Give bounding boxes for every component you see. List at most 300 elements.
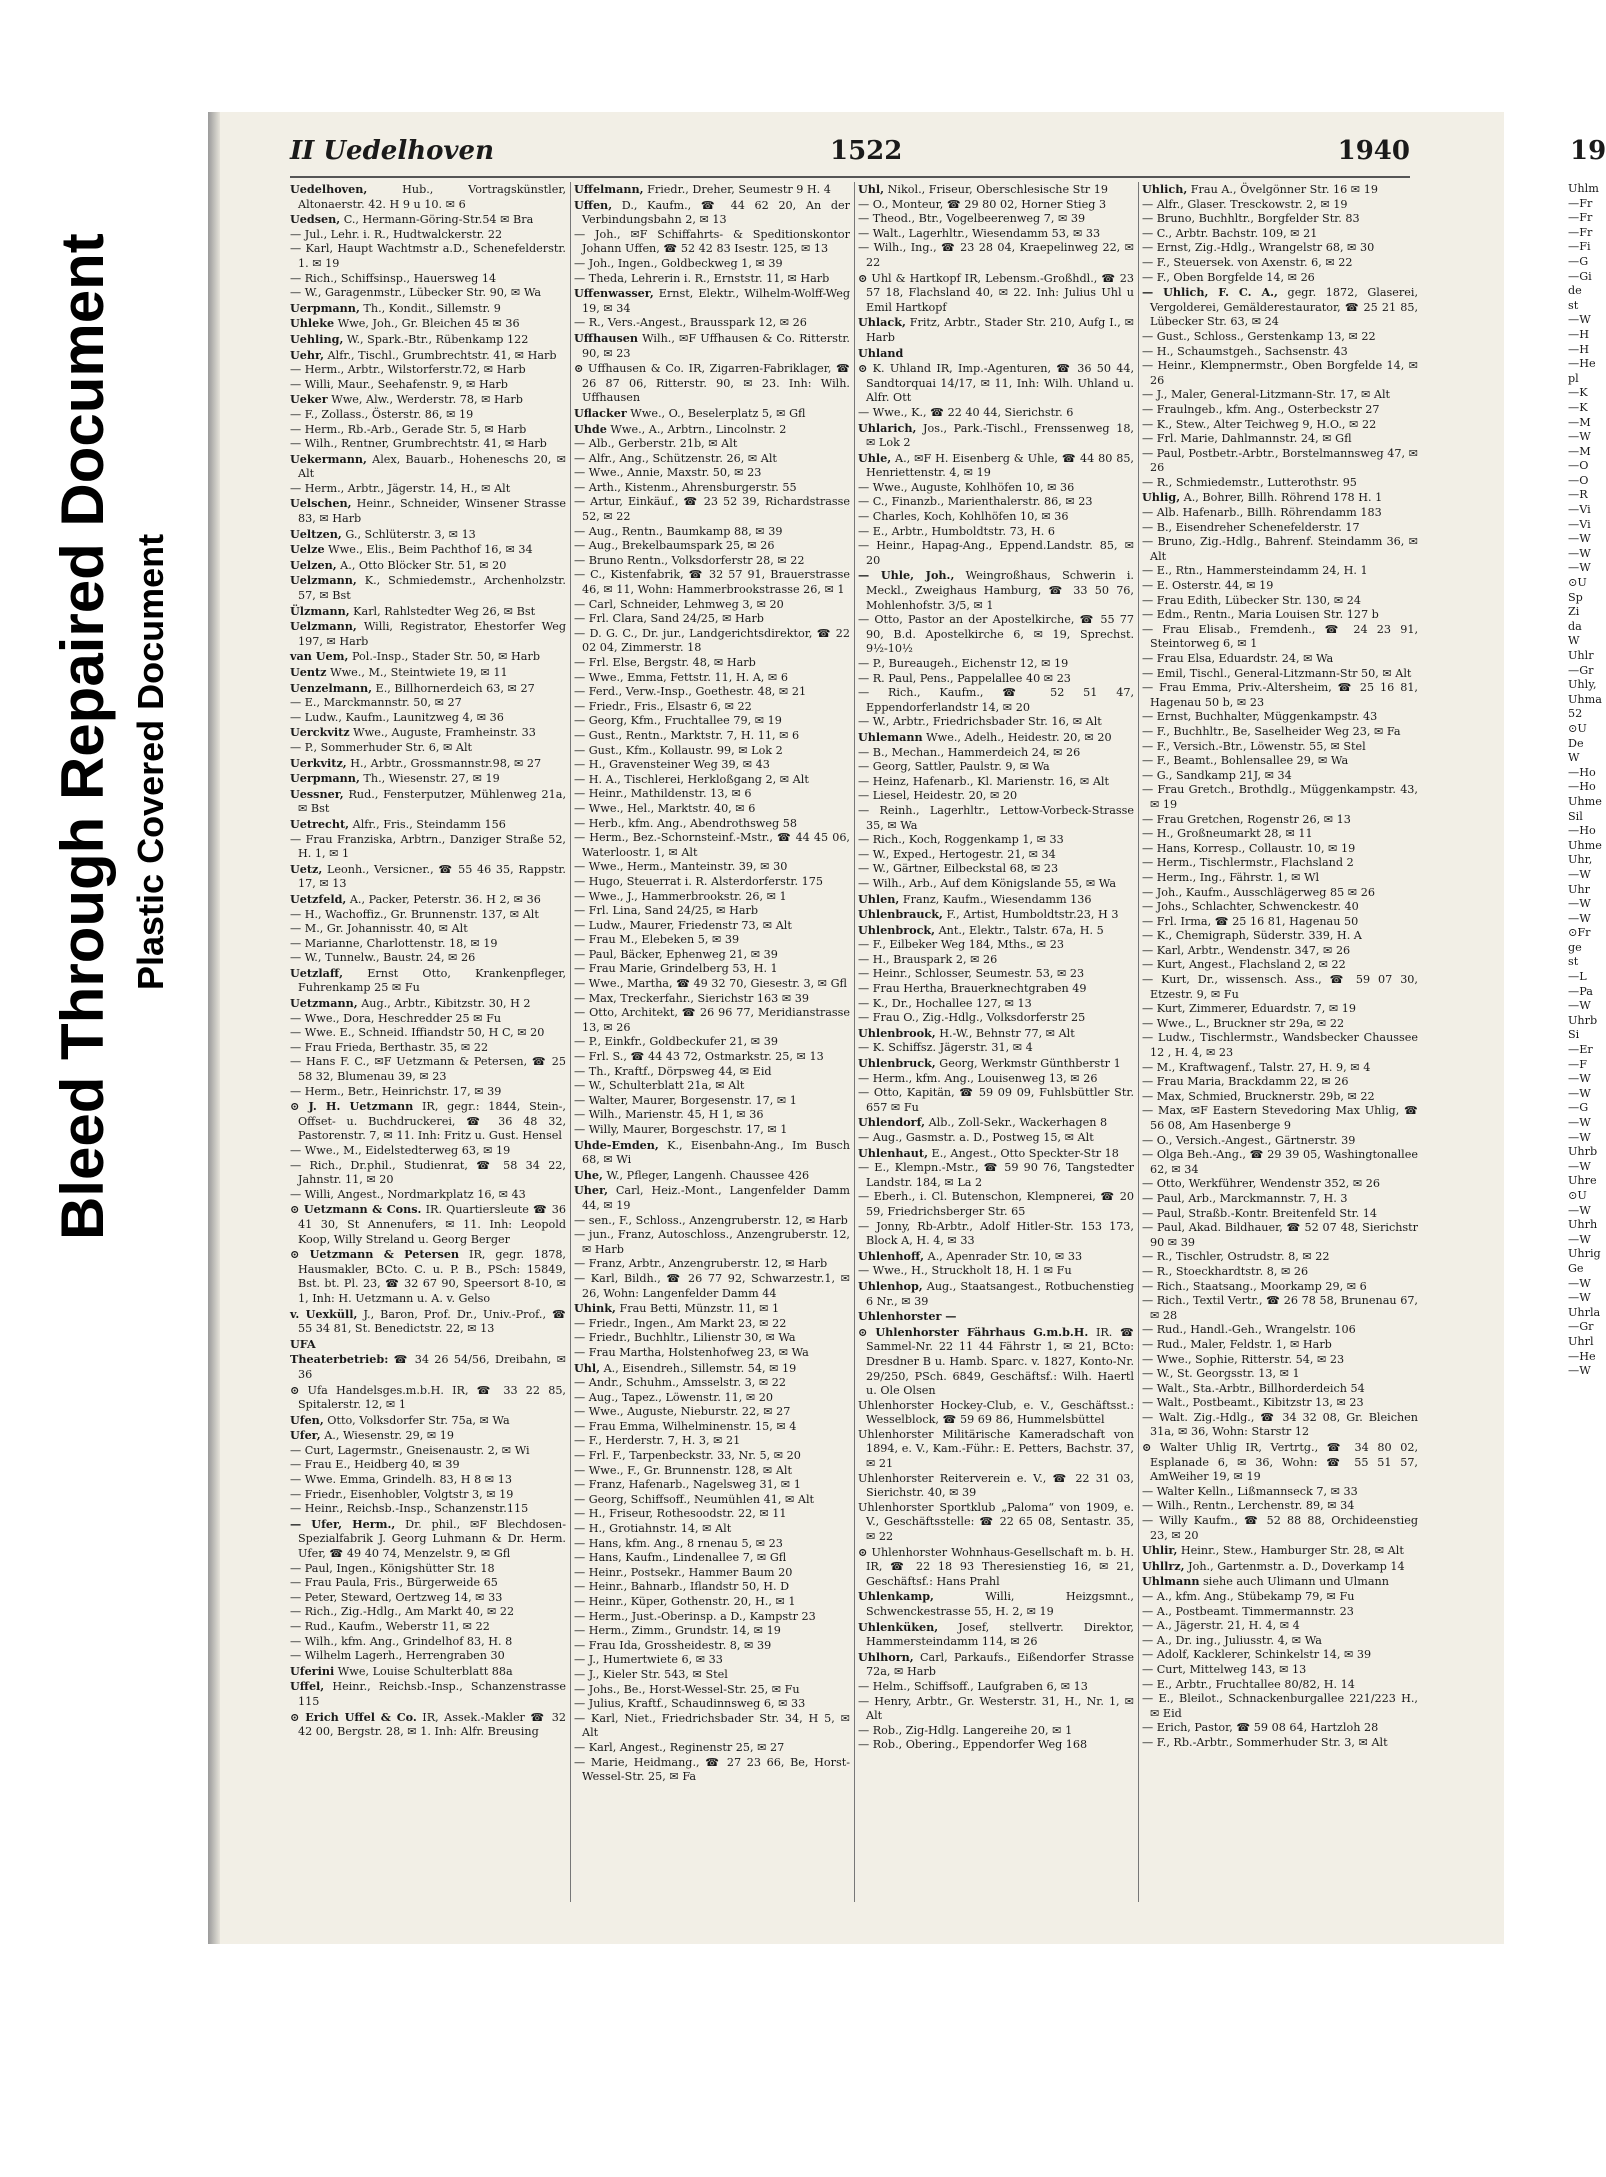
directory-entry [290,1413,566,1429]
entry-details: — Eberh., i. Cl. Butenschon, Klempnerei, ☎ 20 59, Friedrichsberger Str. 65 [858,1190,1134,1218]
directory-entry [290,817,566,833]
directory-entry [1142,594,1418,609]
entry-name: Theaterbetrieb: [290,1352,389,1367]
directory-entry [574,962,850,977]
entry-details: — jun., Franz, Autoschloss., Anzengruberstr. 12, ✉ Harb [574,1228,850,1256]
directory-entry [290,649,566,665]
entry-details: — Johs., Be., Horst-Wessel-Str. 25, ✉ Fu [574,1682,800,1696]
directory-entry [1142,754,1418,769]
entry-details: — Arth., Kistenm., Ahrensburgerstr. 55 [574,480,797,494]
directory-entry [290,1041,566,1056]
column-2 [574,182,850,1902]
adjacent-page-fragment-line: Ge [1568,1261,1584,1275]
entry-name: Uedsen, [290,212,341,227]
directory-entry [574,554,850,569]
entry-details: — Georg, Sattler, Paulstr. 9, ✉ Wa [858,760,1050,774]
entry-details: — Heinr., Hapag-Ang., Eppend.Landstr. 85, ✉ 20 [858,539,1134,567]
entry-details: Josef, stellvertr. Direktor, Hammersteindamm 114, ✉ 26 [866,1620,1134,1649]
entry-details: Jos., Park.-Tischl., Frenssenweg 18, ✉ Lok 2 [866,421,1134,450]
entry-details: — Peter, Steward, Oertzweg 14, ✉ 33 [290,1590,503,1604]
entry-details: Ufa Handelsges.m.b.H. IR, ☎ 33 22 85, Spitalerstr. 12, ✉ 1 [298,1383,566,1412]
entry-details: — E., Arbtr., Humboldtstr. 73, H. 6 [858,524,1055,538]
adjacent-page-fragment-line: —W [1568,897,1591,911]
entry-details: — Karl, Bildh., ☎ 26 77 92, Schwarzestr.1, ✉ 26, Wohn: Langenfelder Damm 44 [574,1271,850,1300]
adjacent-page-fragment-line: —K [1568,400,1588,414]
entry-details: — Alfr., Ang., Schützenstr. 26, ✉ Alt [574,451,777,465]
entry-details: — C., Arbtr. Bachstr. 109, ✉ 21 [1142,226,1318,240]
entry-details: — Frl. S., ☎ 44 43 72, Ostmarkstr. 25, ✉ 13 [574,1050,824,1064]
entry-details: — C., Kistenfabrik, ☎ 32 57 91, Brauerstrasse 46, ✉ 11, Wohn: Hammerbrookstrasse 26, ✉ 1 [574,568,850,597]
directory-entry [858,848,1134,863]
entry-name: ⊙ [1142,1440,1152,1455]
entry-details: — E. Osterstr. 44, ✉ 19 [1142,579,1274,593]
directory-entry [290,242,566,271]
entry-name: Uhe, [574,1167,603,1182]
directory-entry [574,656,850,671]
directory-entry [574,1639,850,1654]
directory-entry [290,966,566,996]
directory-entry [1142,1338,1418,1353]
directory-entry [574,1683,850,1698]
adjacent-page-fragment-line: —M [1568,415,1591,429]
directory-entry [574,1006,850,1035]
entry-name: Uhlen, [858,891,900,906]
entry-details: siehe auch Ulimann und Ulmann [1199,1575,1389,1589]
directory-entry [1142,667,1418,682]
directory-entry [858,1545,1134,1590]
entry-details: — Heinr., Küper, Gothenstr. 20, H., ✉ 1 [574,1595,796,1608]
entry-details: — B., Eisendreher Schenefelderstr. 17 [1142,520,1360,534]
entry-details: — Frau O., Zig.-Hdlg., Volksdorferstr 25 [858,1011,1086,1025]
entry-details: — Paul, Straßb.-Kontr. Breitenfeld Str. 14 [1142,1206,1377,1220]
directory-entry [290,1488,566,1503]
directory-entry [858,495,1134,510]
entry-details: — Wwe., F., Gr. Brunnenstr. 128, ✉ Alt [574,1463,792,1477]
entry-details: W., Spark.-Btr., Rübenkamp 122 [343,332,529,346]
directory-entry [1142,432,1418,447]
directory-entry [858,1146,1134,1162]
directory-entry [858,451,1134,481]
entry-details: — H., Gravensteiner Weg 39, ✉ 43 [574,758,770,772]
entry-details: Fritz, Arbtr., Stader Str. 210, Aufg I., ✉ Harb [866,316,1134,344]
adjacent-page-fragment-line: —O [1568,473,1589,487]
directory-entry [290,286,566,301]
directory-entry [1142,783,1418,812]
directory-entry [290,408,566,423]
directory-entry [858,346,1134,362]
directory-entry [858,1086,1134,1115]
directory-entry [290,1473,566,1488]
directory-entry [574,1624,850,1639]
directory-entry [290,316,566,332]
entry-details: — A., Jägerstr. 21, H. 4, ✉ 4 [1142,1619,1300,1633]
directory-entry [290,937,566,952]
adjacent-page-fragment-line: —W [1568,1116,1591,1129]
directory-entry [574,1537,850,1552]
entry-name: Uhlenhaut, [858,1145,928,1160]
directory-entry [290,378,566,393]
directory-entry [574,198,850,228]
entry-details: H., Arbtr., Grossmannstr.98, ✉ 27 [346,756,542,770]
entry-details: — A., kfm. Ang., Stübekamp 79, ✉ Fu [1142,1590,1355,1603]
entry-details: — Herm., Arbtr., Jägerstr. 14, H., ✉ Alt [290,481,511,495]
directory-entry [290,1055,566,1084]
entry-name: Ufer, [290,1428,321,1443]
entry-name: Uehr, [290,347,324,362]
directory-entry [858,1115,1134,1131]
directory-entry [574,1108,850,1123]
directory-entry [290,482,566,497]
entry-details: — Walter, Maurer, Borgesenstr. 17, ✉ 1 [574,1093,797,1107]
entry-name: Uhlich, [1142,182,1188,196]
entry-details: — Paul, Akad. Bildhauer, ☎ 52 07 48, Sierichstr 90 ✉ 39 [1142,1221,1418,1249]
directory-entry [290,423,566,438]
entry-details: — H., Brauspark 2, ✉ 26 [858,952,998,966]
directory-entry [574,773,850,788]
entry-details: A., Otto Blöcker Str. 51, ✉ 20 [336,558,507,572]
entry-details: — Alb., Gerberstr. 21b, ✉ Alt [574,437,738,451]
entry-details: — Karl, Niet., Friedrichsbader Str. 34, H 5, ✉ Alt [574,1711,850,1740]
entry-name: Uffenwasser, [574,286,654,301]
directory-entry [290,437,566,452]
directory-entry [858,672,1134,687]
entry-details: — Frl. F., Tarpenbeckstr. 33, Nr. 5, ✉ 20 [574,1449,801,1463]
directory-entry [858,1695,1134,1724]
directory-entry [858,862,1134,877]
adjacent-page-fragment-line: —W [1568,1276,1591,1290]
directory-entry [1142,871,1418,886]
adjacent-page-fragment-line: —He [1568,357,1596,371]
directory-entry [858,1501,1134,1545]
directory-entry [1142,623,1418,652]
adjacent-page-fragment-line: —F [1568,1057,1587,1071]
directory-entry [290,558,566,574]
adjacent-page-fragment-line: ⊙U [1568,721,1587,735]
entry-details: — Aug., Gasmstr. a. D., Postweg 15, ✉ Alt [858,1131,1094,1144]
directory-entry [290,1605,566,1620]
directory-entry [574,1123,850,1138]
column-3 [858,182,1134,1902]
adjacent-page-year: 19 [1570,136,1606,166]
adjacent-page-fragment [1568,182,1600,1902]
adjacent-page-fragment-line: —H [1568,342,1589,356]
adjacent-page-fragment-line: —W [1568,546,1591,560]
directory-entry [858,953,1134,968]
entry-details: — Rich., Dr.phil., Studienrat, ☎ 58 34 22, Jahnstr. 11, ✉ 20 [290,1158,566,1187]
directory-entry [574,1050,850,1065]
directory-entry [1142,1250,1418,1265]
directory-entry [290,1576,566,1591]
directory-entry [290,1337,566,1353]
adjacent-page-fragment-line: ⊙U [1568,1188,1587,1202]
directory-entry [858,1131,1134,1146]
entry-details: — Wwe. Emma, Grindelh. 83, H 8 ✉ 13 [290,1473,512,1487]
entry-details: — Kurt, Zimmerer, Eduardstr. 7, ✉ 19 [1142,1002,1356,1016]
adjacent-page-fragment-line: Uhme [1568,794,1602,808]
entry-name: Uhlenhop, [858,1278,923,1293]
column-4 [1142,182,1418,1902]
page-header [290,136,1410,172]
entry-details: — Heinr., Postsekr., Hammer Baum 20 [574,1565,793,1579]
entry-name: ⊙ J. H. Uetzmann [290,1099,414,1114]
directory-entry [290,756,566,772]
entry-name: Uerckvitz [290,725,350,740]
directory-entry [1142,1663,1418,1678]
entry-details: — Frau Ida, Grossheidestr. 8, ✉ 39 [574,1638,772,1652]
directory-entry [290,452,566,482]
entry-details: — Heinr., Schlosser, Seumestr. 53, ✉ 23 [858,967,1085,981]
directory-entry [574,361,850,406]
directory-entry [858,1680,1134,1695]
directory-entry [1142,1590,1418,1605]
directory-entry [574,744,850,759]
directory-entry [1142,1002,1418,1017]
entry-details: Wwe, Louise Schulterblatt 88a [334,1664,513,1678]
directory-entry [574,1065,850,1080]
entry-details: — Rich., Textil Vertr., ☎ 26 78 58, Brunenau 67, ✉ 28 [1142,1294,1418,1322]
adjacent-page-fragment-line: Uhrh [1568,1218,1598,1232]
entry-name: Uetzmann, [290,996,358,1011]
entry-details: Rud., Fensterputzer, Mühlenweg 21a, ✉ Bst [298,787,566,816]
directory-entry [290,711,566,726]
entry-details: — P., Sommerhuder Str. 6, ✉ Alt [290,740,473,754]
directory-entry [858,1724,1134,1739]
entry-details: Dr. phil., ✉F Blechdosen-Spezialfabrik J. Georg Luhmann & Dr. Herm. Ufer, ☎ 49 40 74, Menzelstr. 9, ✉ Gfl [298,1517,566,1561]
directory-entry [574,860,850,875]
directory-entry [290,182,566,212]
directory-entry [290,1144,566,1159]
directory-entry [1142,182,1418,198]
entry-details: — W., Arbtr., Friedrichsbader Str. 16, ✉ Alt [858,715,1102,729]
adjacent-page-fragment-line: —L [1568,970,1587,984]
entry-details: — Andr., Schuhm., Amsselstr. 3, ✉ 22 [574,1376,787,1390]
directory-entry [574,598,850,613]
entry-name: ⊙ Uetzmann & Petersen [290,1247,460,1262]
directory-entry [574,316,850,331]
entry-details: — Max, Schmied, Brucknerstr. 29b, ✉ 22 [1142,1089,1375,1103]
adjacent-page-fragment-line: W [1568,634,1580,648]
plastic-covered-label: Plastic Covered Document [130,533,171,990]
directory-entry [290,922,566,937]
bleed-through-label: Bleed Through Repaired Document [49,233,116,1240]
adjacent-page-fragment-line: st [1568,955,1579,969]
entry-name: Uhlemann [858,729,923,744]
directory-entry [574,758,850,773]
entry-details: — Ernst, Zig.-Hdlg., Wrangelstr 68, ✉ 30 [1142,241,1375,255]
page-number: 1522 [830,136,903,166]
directory-entry [858,730,1134,746]
entry-details: — Theod., Btr., Vogelbeerenweg 7, ✉ 39 [858,212,1086,226]
adjacent-page-fragment-line: —W [1568,1086,1591,1100]
adjacent-page-fragment-line: Sil [1568,809,1583,823]
entry-details: A., Eisendreh., Sillemstr. 54, ✉ 19 [600,1361,797,1375]
directory-entry [1142,256,1418,271]
entry-details: — Franz, Arbtr., Anzengruberstr. 12, ✉ Harb [574,1257,828,1271]
directory-entry [1142,1619,1418,1634]
entry-details: — Hans, Korresp., Collaustr. 10, ✉ 19 [1142,841,1356,855]
entry-details: — Frau Hertha, Brauerknechtgraben 49 [858,982,1087,996]
entry-details: Wwe., A., Arbtrn., Lincolnstr. 2 [606,422,787,436]
directory-entry [290,1458,566,1473]
entry-details: — E., Klempn.-Mstr., ☎ 59 90 76, Tangstedter Landstr. 184, ✉ La 2 [858,1161,1134,1189]
entry-details: — Artur, Einkäuf., ☎ 23 52 39, Richardstrasse 52, ✉ 22 [574,495,850,524]
adjacent-page-fragment-line: —Fr [1568,225,1593,239]
entry-name: Uelschen, [290,496,352,511]
entry-details: — H., Wachoffiz., Gr. Brunnenstr. 137, ✉ Alt [290,907,539,921]
entry-details: — Walter Kelln., Lißmannseck 7, ✉ 33 [1142,1484,1358,1498]
entry-details: — Herm., kfm. Ang., Louisenweg 13, ✉ 26 [858,1071,1098,1085]
directory-entry [858,613,1134,657]
entry-details: — Wwe., L., Bruckner str 29a, ✉ 22 [1142,1016,1345,1030]
entry-details: — Walt. Zig.-Hdlg., ☎ 34 32 08, Gr. Bleichen 31a, ✉ 36, Wohn: Starstr 12 [1142,1410,1418,1439]
directory-entry [574,466,850,481]
entry-details: — Herm., Rb.-Arb., Gerade Str. 5, ✉ Harb [290,422,527,436]
running-head: II Uedelhoven [290,136,494,166]
entry-name: Uhlenküken, [858,1619,939,1634]
entry-details: — Herm., Arbtr., Wilstorferstr.72, ✉ Harb [290,363,526,377]
adjacent-page-fragment-line: —W [1568,430,1591,444]
entry-details: Friedr., Dreher, Seumestr 9 H. 4 [643,183,831,196]
directory-entry [574,1183,850,1213]
entry-details: — K., Dr., Hochallee 127, ✉ 13 [858,996,1032,1010]
entry-details: J., Baron, Prof. Dr., Univ.-Prof., ☎ 55 34 81, St. Benedictstr. 22, ✉ 13 [298,1307,566,1336]
directory-entry [858,997,1134,1012]
adjacent-page-fragment-line: —Fr [1568,196,1593,210]
directory-entry [574,904,850,919]
entry-details: — Marianne, Charlottenstr. 18, ✉ 19 [290,936,498,950]
entry-name: Uentz [290,665,327,679]
year: 1940 [1337,136,1410,166]
directory-entry [1142,1382,1418,1397]
entry-details: IR. ☎ Sammel-Nr. 22 11 44 Fährstr 1, ✉ 21, BCto: Dresdner B u. Hamb. Sparc. v. 1827, Konto-Nr. 29/250, PSch. 6849, Geschäftsf.: Wilh. Haertl u. Ole Olsen [866,1325,1134,1398]
directory-entry [1142,490,1418,506]
entry-details: — Frau Elisab., Fremdenh., ☎ 24 23 91, Steintorweg 6, ✉ 1 [1142,622,1418,651]
directory-entry [1142,535,1418,564]
entry-details: — Frl. Clara, Sand 24/25, ✉ Harb [574,612,764,626]
directory-entry [290,228,566,243]
entry-details: — G., Sandkamp 21J, ✉ 34 [1142,768,1292,782]
entry-details: Wwe., O., Beselerplatz 5, ✉ Gfl [626,406,806,420]
adjacent-page-fragment-line: —He [1568,1349,1596,1363]
directory-entry [290,771,566,787]
entry-name: ⊙ Uhlenhorster Fährhaus G.m.b.H. [858,1324,1089,1339]
entry-details: — Hugo, Steuerrat i. R. Alsterdorferstr. 175 [574,874,824,888]
entry-details: ☎ 34 26 54/56, Dreibahn, ✉ 36 [298,1353,566,1381]
directory-entry [290,1620,566,1635]
entry-details: — H., Grotiahnstr. 14, ✉ Alt [574,1522,732,1536]
entry-details: — R., Schmiedemstr., Lutterothstr. 95 [1142,475,1357,489]
entry-name: Uerkvitz, [290,755,347,770]
directory-entry [574,568,850,597]
directory-entry [290,1159,566,1188]
directory-entry [290,1635,566,1650]
directory-entry [1142,1574,1418,1590]
directory-entry [858,568,1134,613]
adjacent-page-fragment-line: Uhrig [1568,1247,1601,1261]
directory-entry [574,1168,850,1184]
entry-details: — Max, Treckerfahr., Sierichstr 163 ✉ 39 [574,991,810,1005]
directory-entry [574,933,850,948]
entry-details: — Charles, Koch, Kohlhöfen 10, ✉ 36 [858,510,1069,524]
directory-entry [290,1444,566,1459]
entry-details: — Wwe., H., Struckholt 18, H. 1 ✉ Fu [858,1264,1072,1278]
directory-entry [290,725,566,741]
directory-entry [574,1668,850,1683]
directory-entry [574,1653,850,1668]
directory-entry [574,452,850,467]
entry-details: — Hans, kfm. Ang., 8 rnenau 5, ✉ 23 [574,1536,783,1550]
entry-name: Uffelmann, [574,182,644,196]
entry-details: — H., Schaumstgeh., Sachsenstr. 43 [1142,344,1348,358]
entry-details: — sen., F., Schloss., Anzengruberstr. 12, ✉ Harb [574,1213,848,1227]
entry-details: Carl, Heiz.-Mont., Langenfelder Damm 44, ✉ 19 [582,1184,850,1212]
adjacent-page-fragment-line: Uhme [1568,838,1602,852]
directory-entry [1142,1031,1418,1060]
entry-details: — Otto, Pastor an der Apostelkirche, ☎ 55 77 90, B.d. Apostelkirche 6, ✉ 19, Sprechst. 9½-10½ [858,613,1134,656]
directory-entry [858,1161,1134,1190]
entry-details: — Joh., Ingen., Goldbeckweg 1, ✉ 39 [574,256,783,270]
directory-entry [574,1551,850,1566]
entry-details: Ant., Elektr., Talstr. 67a, H. 5 [935,923,1104,937]
entry-details: — Wwe., Hel., Marktstr. 40, ✉ 6 [574,801,756,815]
entry-name: Uhlenbrauck, [858,907,943,922]
adjacent-page-fragment-line: Zi [1568,605,1580,619]
entry-details: A., Wiesenstr. 29, ✉ 19 [320,1429,455,1443]
adjacent-page-fragment-line: st [1568,298,1579,312]
directory-entry [858,1026,1134,1042]
directory-entry [574,257,850,272]
entry-details: Wilh., ✉F Uffhausen & Co. Ritterstr. 90, ✉ 23 [582,331,850,360]
directory-entry [574,1214,850,1229]
adjacent-page-fragment-line: —Ho [1568,780,1596,794]
entry-details: Wwe., Auguste, Framheinstr. 33 [349,726,536,740]
entry-details: — Friedr., Buchhltr., Lilienstr 30, ✉ Wa [574,1331,796,1345]
entry-details: Weingroßhaus, Schwerin i. Meckl., Zweighaus Hamburg, ☎ 33 50 76, Mohlenhofstr. 3/5, ✉ 1 [866,569,1134,612]
directory-entry [858,525,1134,540]
directory-entry [290,862,566,892]
entry-details: — Karl, Haupt Wachtmstr a.D., Schenefelderstr. 1. ✉ 19 [290,242,566,270]
entry-details: — W., St. Georgsstr. 13, ✉ 1 [1142,1367,1300,1381]
entry-details: — Wwe., Auguste, Nieburstr. 22, ✉ 27 [574,1405,791,1419]
directory-entry [1142,285,1418,330]
directory-entry [858,1325,1134,1399]
entry-details: K., Eisenbahn-Ang., Im Busch 68, ✉ Wi [582,1138,850,1167]
entry-name: ⊙ Uetzmann & Cons. [290,1202,422,1217]
adjacent-page-fragment-line: —Ho [1568,765,1596,779]
entry-details: — Heinz, Hafenarb., Kl. Marienstr. 16, ✉ Alt [858,774,1109,788]
adjacent-page-fragment-line: ge [1568,940,1582,954]
entry-details: — Ludw., Kaufm., Launitzweg 4, ✉ 36 [290,710,504,724]
entry-details: — Wilh., Rentner, Grumbrechtstr. 41, ✉ Harb [290,437,547,451]
adjacent-page-fragment-line: Si [1568,1028,1580,1042]
directory-entry [1142,1148,1418,1177]
directory-entry [290,604,566,620]
entry-details: — Walt., Sta.-Arbtr., Billhorderdeich 54 [1142,1381,1365,1395]
entry-details: Uhlenhorster Sportklub „Paloma“ von 1909, e. V., Geschäftsstelle: ☎ 22 65 08, Sentastr. 35, ✉ 22 [858,1500,1134,1544]
directory-entry [858,907,1134,923]
entry-details: — Friedr., Ingen., Am Markt 23, ✉ 22 [574,1316,787,1330]
directory-entry [1142,212,1418,227]
entry-details: — Gust., Kfm., Kollaustr. 99, ✉ Lok 2 [574,743,783,757]
adjacent-page-fragment-line: —Ho [1568,824,1596,838]
adjacent-page-fragment-line: —Pa [1568,984,1593,998]
directory-entry [858,877,1134,892]
directory-entry [1142,359,1418,388]
entry-details: — Th., Kraftf., Dörpsweg 44, ✉ Eid [574,1064,772,1078]
directory-entry [290,392,566,408]
directory-entry [574,671,850,686]
entry-name: Uetzfeld, [290,891,347,906]
